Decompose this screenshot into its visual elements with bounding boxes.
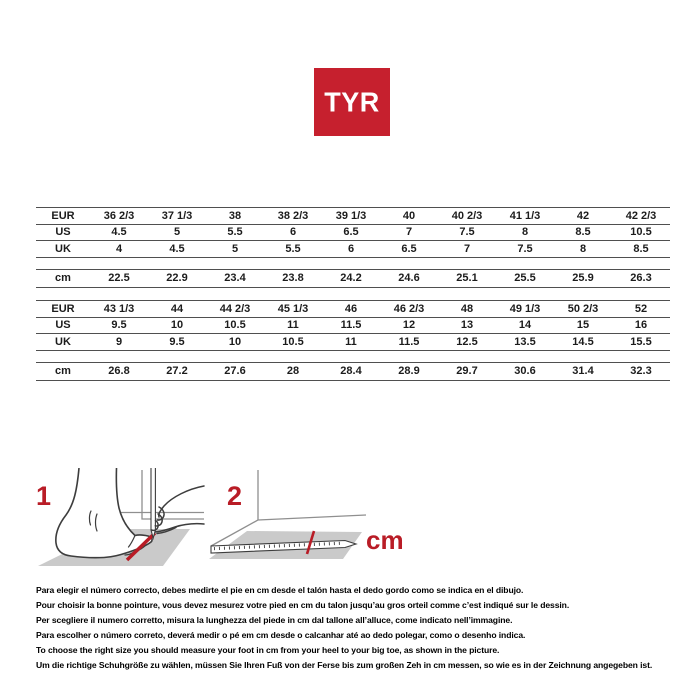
size-value-cell: 7.5 xyxy=(459,226,475,239)
size-value-cell: 38 2/3 xyxy=(277,209,309,222)
size-row-cm xyxy=(36,363,670,381)
row-label-eur: EUR xyxy=(51,209,75,222)
size-value-cell: 23.8 xyxy=(282,272,304,285)
size-value-cell: 12.5 xyxy=(456,335,478,348)
size-value-cell: 14 xyxy=(518,319,532,332)
size-value-cell: 8 xyxy=(521,226,529,239)
size-value-cell: 46 2/3 xyxy=(393,302,425,315)
size-value-cell: 6.5 xyxy=(401,242,417,255)
size-row-uk xyxy=(36,241,670,258)
size-value-cell: 6.5 xyxy=(343,226,359,239)
size-value-cell: 5.5 xyxy=(285,242,301,255)
step-1-number: 1 xyxy=(36,481,52,511)
row-label-us: US xyxy=(55,319,71,332)
size-value-cell: 15 xyxy=(576,319,590,332)
size-value-cell: 25.5 xyxy=(514,272,536,285)
size-value-cell: 39 1/3 xyxy=(335,209,367,222)
size-value-cell: 7 xyxy=(405,226,413,239)
size-table-large-sizes xyxy=(36,300,670,351)
size-value-cell: 6 xyxy=(347,242,355,255)
size-value-cell: 28.4 xyxy=(340,365,362,378)
instructions-block xyxy=(36,583,698,673)
row-label-us: US xyxy=(55,226,71,239)
size-value-cell: 52 xyxy=(634,302,648,315)
row-label-cm: cm xyxy=(55,272,71,285)
instruction-line-german: Um die richtige Schuhgröße zu wählen, müssen Sie Ihren Fuß von der Ferse bis zum großen Zeh in cm messen, so wie es in der Zeichnung angegeben ist. xyxy=(36,660,653,670)
size-value-cell: 41 1/3 xyxy=(509,209,541,222)
size-value-cell: 11 xyxy=(287,319,299,332)
size-value-cell: 7 xyxy=(463,242,471,255)
hand-drawing xyxy=(152,486,205,534)
size-value-cell: 11.5 xyxy=(340,319,362,332)
size-row-uk xyxy=(36,334,670,351)
size-value-cell: 4.5 xyxy=(169,242,185,255)
size-value-cell: 46 xyxy=(344,302,358,315)
size-value-cell: 50 2/3 xyxy=(567,302,599,315)
size-value-cell: 8.5 xyxy=(575,226,591,239)
size-value-cell: 28.9 xyxy=(398,365,420,378)
size-row-us xyxy=(36,317,670,334)
size-row-eur xyxy=(36,301,670,318)
size-value-cell: 4 xyxy=(115,242,123,255)
size-value-cell: 10.5 xyxy=(282,335,304,348)
size-value-cell: 10.5 xyxy=(224,319,246,332)
size-value-cell: 25.1 xyxy=(456,272,478,285)
size-value-cell: 4.5 xyxy=(111,226,127,239)
size-value-cell: 30.6 xyxy=(514,365,536,378)
size-value-cell: 24.6 xyxy=(398,272,420,285)
size-value-cell: 5.5 xyxy=(227,226,243,239)
size-value-cell: 49 1/3 xyxy=(509,302,541,315)
size-value-cell: 13.5 xyxy=(514,335,536,348)
size-value-cell: 8.5 xyxy=(633,242,649,255)
size-value-cell: 38 xyxy=(228,209,242,222)
size-value-cell: 26.3 xyxy=(630,272,652,285)
size-value-cell: 36 2/3 xyxy=(103,209,135,222)
size-value-cell: 16 xyxy=(634,319,648,332)
size-value-cell: 24.2 xyxy=(340,272,362,285)
row-label-uk: UK xyxy=(55,335,71,348)
instruction-line-portuguese: Para escolher o número correto, deverá medir o pé em cm desde o calcanhar até ao dedo polegar, como o desenho indica. xyxy=(36,630,526,640)
tyr-logo xyxy=(314,68,390,136)
cm-unit-label: cm xyxy=(366,525,404,555)
size-row-us xyxy=(36,224,670,241)
size-value-cell: 48 xyxy=(460,302,474,315)
size-value-cell: 28 xyxy=(286,365,300,378)
size-row-cm xyxy=(36,270,670,288)
instruction-line-french: Pour choisir la bonne pointure, vous devez mesurez votre pied en cm du talon jusqu’au gros orteil comme c’est indiqué sur le dessin. xyxy=(36,600,570,610)
size-table-small-sizes xyxy=(36,207,670,258)
size-row-eur xyxy=(36,208,670,225)
size-value-cell: 9.5 xyxy=(111,319,127,332)
size-value-cell: 15.5 xyxy=(630,335,652,348)
size-value-cell: 32.3 xyxy=(630,365,652,378)
instruction-line-italian: Per scegliere il numero corretto, misura la lunghezza del piede in cm dal tallone all’alluce, come indicato nell’immagine. xyxy=(36,615,513,625)
size-value-cell: 31.4 xyxy=(572,365,594,378)
size-value-cell: 44 xyxy=(170,302,184,315)
size-value-cell: 26.8 xyxy=(108,365,130,378)
size-value-cell: 10 xyxy=(170,319,184,332)
size-value-cell: 40 xyxy=(402,209,416,222)
size-value-cell: 6 xyxy=(289,226,297,239)
size-value-cell: 43 1/3 xyxy=(103,302,135,315)
size-value-cell: 37 1/3 xyxy=(161,209,193,222)
size-value-cell: 8 xyxy=(579,242,587,255)
pencil-drawing xyxy=(151,468,155,538)
instruction-line-spanish: Para elegir el número correcto, debes medirte el pie en cm desde el talón hasta el dedo gordo como se indica en el dibujo. xyxy=(36,585,524,595)
tyr-logo-text: TYR xyxy=(324,85,380,118)
row-label-eur: EUR xyxy=(51,302,75,315)
size-value-cell: 10.5 xyxy=(630,226,652,239)
size-value-cell: 9.5 xyxy=(169,335,185,348)
size-value-cell: 9 xyxy=(115,335,123,348)
size-value-cell: 5 xyxy=(173,226,181,239)
size-value-cell: 11 xyxy=(345,335,357,348)
size-value-cell: 42 xyxy=(576,209,590,222)
row-label-cm: cm xyxy=(55,365,71,378)
size-value-cell: 22.5 xyxy=(108,272,130,285)
size-value-cell: 14.5 xyxy=(572,335,594,348)
size-value-cell: 22.9 xyxy=(166,272,188,285)
size-value-cell: 13 xyxy=(460,319,474,332)
size-value-cell: 11.5 xyxy=(398,335,420,348)
step-2-number: 2 xyxy=(227,481,243,511)
size-value-cell: 23.4 xyxy=(224,272,246,285)
size-value-cell: 44 2/3 xyxy=(219,302,251,315)
size-value-cell: 5 xyxy=(231,242,239,255)
size-value-cell: 29.7 xyxy=(456,365,478,378)
size-value-cell: 27.6 xyxy=(224,365,246,378)
instruction-line-english: To choose the right size you should measure your foot in cm from your heel to your big toe, as shown in the picture. xyxy=(36,645,500,655)
size-value-cell: 10 xyxy=(228,335,242,348)
size-value-cell: 7.5 xyxy=(517,242,533,255)
size-value-cell: 25.9 xyxy=(572,272,594,285)
size-table-large-cm xyxy=(36,362,670,381)
size-value-cell: 45 1/3 xyxy=(277,302,309,315)
size-value-cell: 42 2/3 xyxy=(625,209,657,222)
size-value-cell: 40 2/3 xyxy=(451,209,483,222)
row-label-uk: UK xyxy=(55,242,71,255)
size-value-cell: 27.2 xyxy=(166,365,188,378)
size-table-small-cm xyxy=(36,269,670,288)
size-value-cell: 12 xyxy=(402,319,416,332)
